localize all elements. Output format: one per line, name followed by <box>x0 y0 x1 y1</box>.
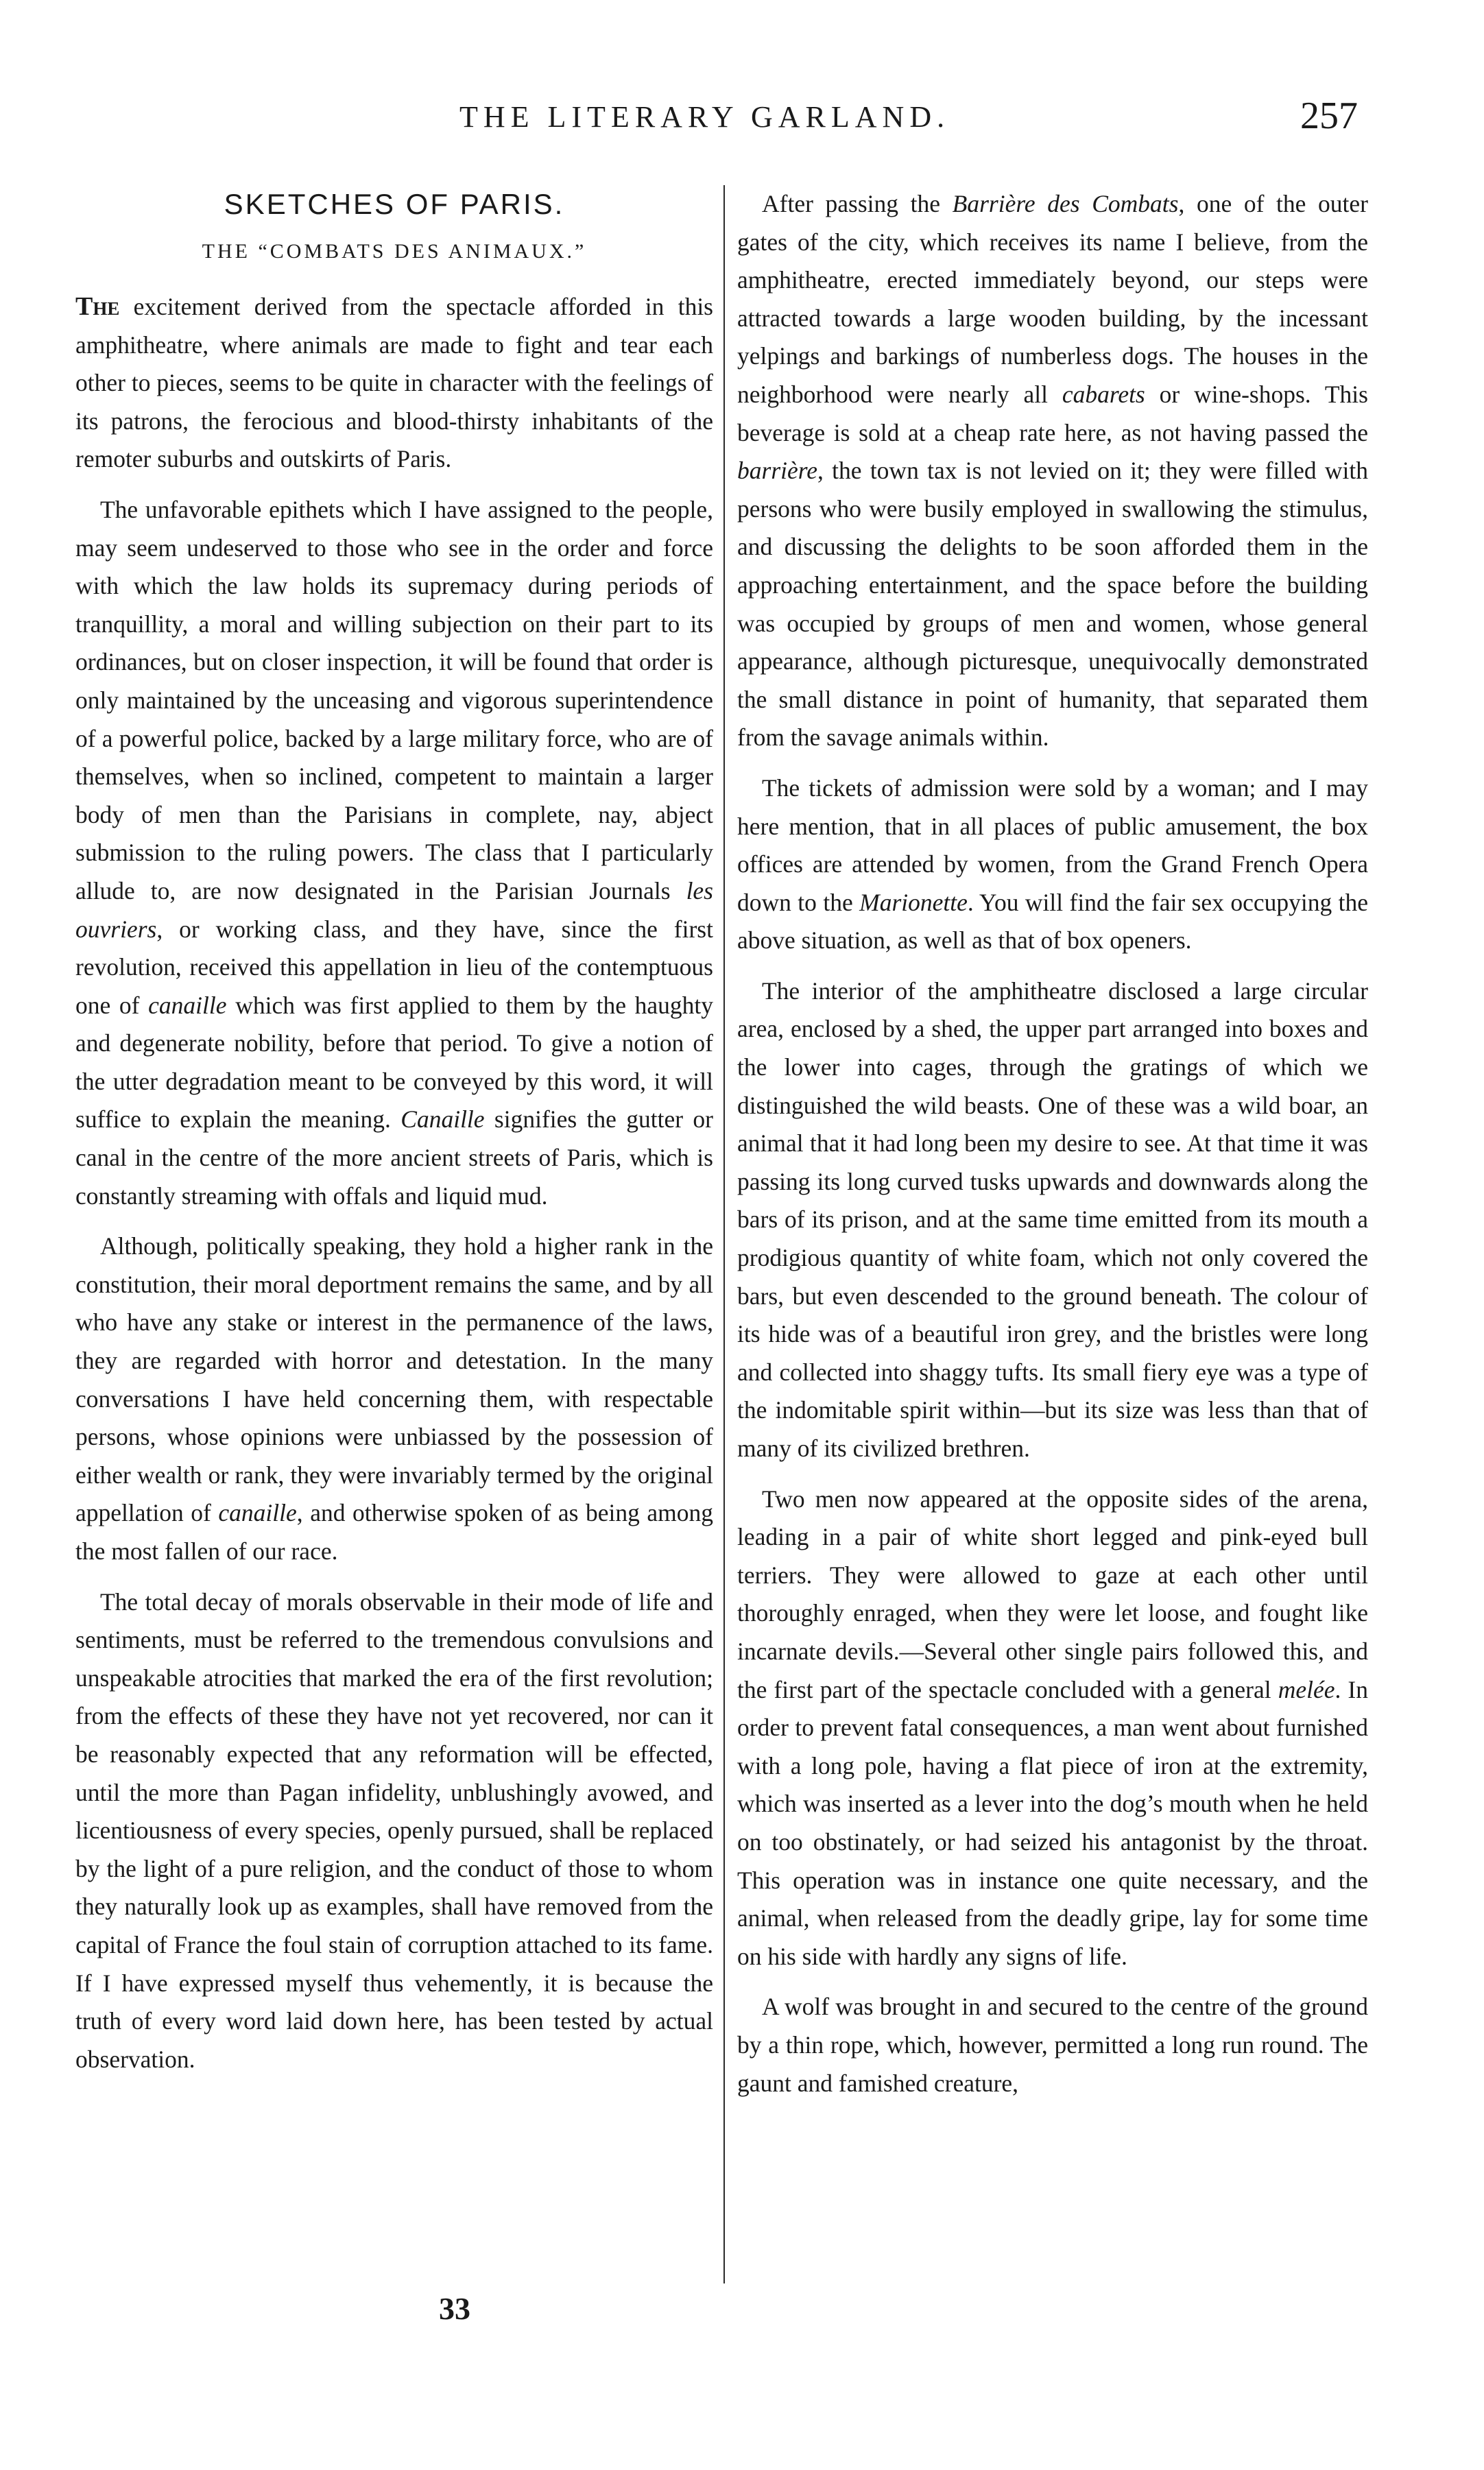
paragraph-text: After passing the <box>762 190 953 217</box>
page-number: 257 <box>1300 95 1358 137</box>
right-column <box>737 185 1368 2115</box>
paragraph-text: The unfavorable epithets which I have assigned to the people, may seem undeserved to those who see in the order and force with which the law holds its supremacy during periods of tranquillity, a moral and willing subjection on their part to its ordinances, but on closer inspection, it will be found that order is only maintained by the unceasing and vigorous superintendence of a powerful police, backed by a large military force, who are of themselves, when so inclined, competent to maintain a larger body of men than the Parisians in complete, nay, abject submission to the ruling powers. The class that I particularly allude to, are now designated in the Parisian Journals <box>75 495 713 904</box>
italic-term: canaille <box>218 1499 297 1527</box>
paragraph-text: , the town tax is not levied on it; they were filled with persons who were busily employed in swallowing the stimulus, and discussing the delights to be soon afforded them in the approaching entertainment, and the space before the building was occupied by groups of men and women, whose general appearance, although picturesque, unequivocally demonstrated the small distance in point of humanity, that separated them from the savage animals within. <box>737 457 1368 752</box>
paragraph-text: , or working class, and they have, since the first revolution, received this appellation in lieu of the contemptuous one of <box>75 915 713 1019</box>
italic-term: Barrière des Combats <box>952 190 1179 217</box>
paragraph-text: which was first applied to them by the haughty and degenerate nobility, before that period. To give a notion of the utter degradation meant to be conveyed by this word, it will suffice to explain the meaning. <box>75 991 713 1134</box>
paragraph-text: signifies the gutter or canal in the centre of the more ancient streets of Paris, which is constantly streaming with offals and liquid mud. <box>75 1105 714 1210</box>
paragraph-text: . In order to prevent fatal consequences, a man went about furnished with a long pole, having a flat piece of iron at the extremity, which was inserted as a lever into the dog’s mouth when he held on too obstinately, or had seized his antagonist by the throat. This operation was in instance one quite necessary, and the animal, when released from the deadly gripe, lay for some time on his side with hardly any signs of life. <box>737 1675 1369 1970</box>
running-title: THE LITERARY GARLAND. <box>459 100 950 134</box>
paragraph-text: , one of the outer gates of the city, which receives its name I believe, from the amphitheatre, erected immediately beyond, our steps were attracted towards a large wooden building, by the incessant yelpings and barkings of numberless dogs. The houses in the neighborhood were nearly all <box>737 190 1368 408</box>
paragraph-text: , and otherwise spoken of as being among the most fallen of our race. <box>75 1499 713 1565</box>
running-head <box>439 95 1358 154</box>
paragraph: The interior of the amphitheatre disclosed a large circular area, enclosed by a shed, the upper part arranged into boxes and the lower into cages, through the gratings of which we distinguished the wild beasts. One of these was a wild boar, an animal that it had long been my desire to see. At that time it was passing its long curved tusks upwards and downwards along the bars of its prison, and at the same time emitted from its mouth a prodigious quantity of white foam, which not only covered the bars, but even descended to the ground beneath. The colour of its hide was of a beautiful iron grey, and the bristles were long and collected into shaggy tufts. Its small fiery eye was a type of the indomitable spirit within—but its size was less than that of many of its civilized brethren. <box>737 976 1368 1462</box>
paragraph <box>75 491 713 1215</box>
paragraph <box>75 288 713 479</box>
italic-term: canaille <box>148 991 227 1019</box>
column-divider <box>723 185 725 2283</box>
article-subtitle: THE “COMBATS DES ANIMAUX.” <box>202 240 587 263</box>
paragraph-text: The tickets of admission were sold by a woman; and I may here mention, that in all places of public amusement, the box offices are attended by women, from the Grand French Opera down to the <box>737 774 1368 916</box>
article-title: SKETCHES OF PARIS. <box>224 188 565 220</box>
italic-term: les ouvriers <box>75 876 713 943</box>
paragraph-text: . You will find the fair sex occupying the above situation, as well as that of box openers. <box>737 888 1368 955</box>
left-column <box>75 185 713 2091</box>
paragraph: The total decay of morals observable in their mode of life and sentiments, must be referred to the tremendous convulsions and unspeakable atrocities that marked the era of the first revolution; from the effects of these they have not yet recovered, nor can it be reasonably expected that any reformation will be effected, until the more than Pagan infidelity, unblushingly avowed, and licentiousness of every species, openly pursued, shall be replaced by the light of a pure religion, and the conduct of those to whom they naturally look up as examples, shall have removed from the capital of France the foul stain of corruption attached to its fame. If I have expressed myself thus vehemently, it is because the truth of every word laid down here, has been tested by actual observation. <box>75 1587 713 2073</box>
paragraph <box>737 769 1368 960</box>
italic-term: Marionette <box>859 888 968 916</box>
italic-term: barrière <box>737 457 818 485</box>
italic-term: melée <box>1278 1675 1335 1703</box>
paragraph <box>737 1480 1368 1976</box>
paragraph: A wolf was brought in and secured to the centre of the ground by a thin rope, which, however, permitted a long run round. The gaunt and famished creature, <box>737 1993 1368 2097</box>
italic-term: Canaille <box>400 1105 485 1134</box>
paragraph-text: Two men now appeared at the opposite sides of the arena, leading in a pair of white short legged and pink-eyed bull terriers. They were allowed to gaze at each other until thoroughly enraged, when they were let loose, and fought like incarnate devils.—Several other single pairs followed this, and the first part of the spectacle concluded with a general <box>737 1485 1368 1703</box>
paragraph <box>737 185 1368 757</box>
signature-mark: 33 <box>439 2291 470 2326</box>
paragraph <box>75 1227 713 1570</box>
opening-word: The <box>75 292 120 321</box>
paragraph-text: Although, politically speaking, they hold a higher rank in the constitution, their moral deportment remains the same, and by all who have any stake or interest in the permanence of the laws, they are regarded with horror and detestation. In the many conversations I have held concerning them, with respectable persons, whose opinions were unbiassed by the possession of either wealth or rank, they were invariably termed by the original appellation of <box>75 1232 713 1527</box>
paragraph-text: or wine-shops. This beverage is sold at a cheap rate here, as not having passed the <box>737 380 1368 446</box>
italic-term: cabarets <box>1062 380 1145 408</box>
paragraph-text: excitement derived from the spectacle afforded in this amphitheatre, where animals are made to fight and tear each other to pieces, seems to be quite in character with the feelings of its patrons, the ferocious and blood-thirsty inhabitants of the remoter suburbs and outskirts of Paris. <box>75 293 713 473</box>
